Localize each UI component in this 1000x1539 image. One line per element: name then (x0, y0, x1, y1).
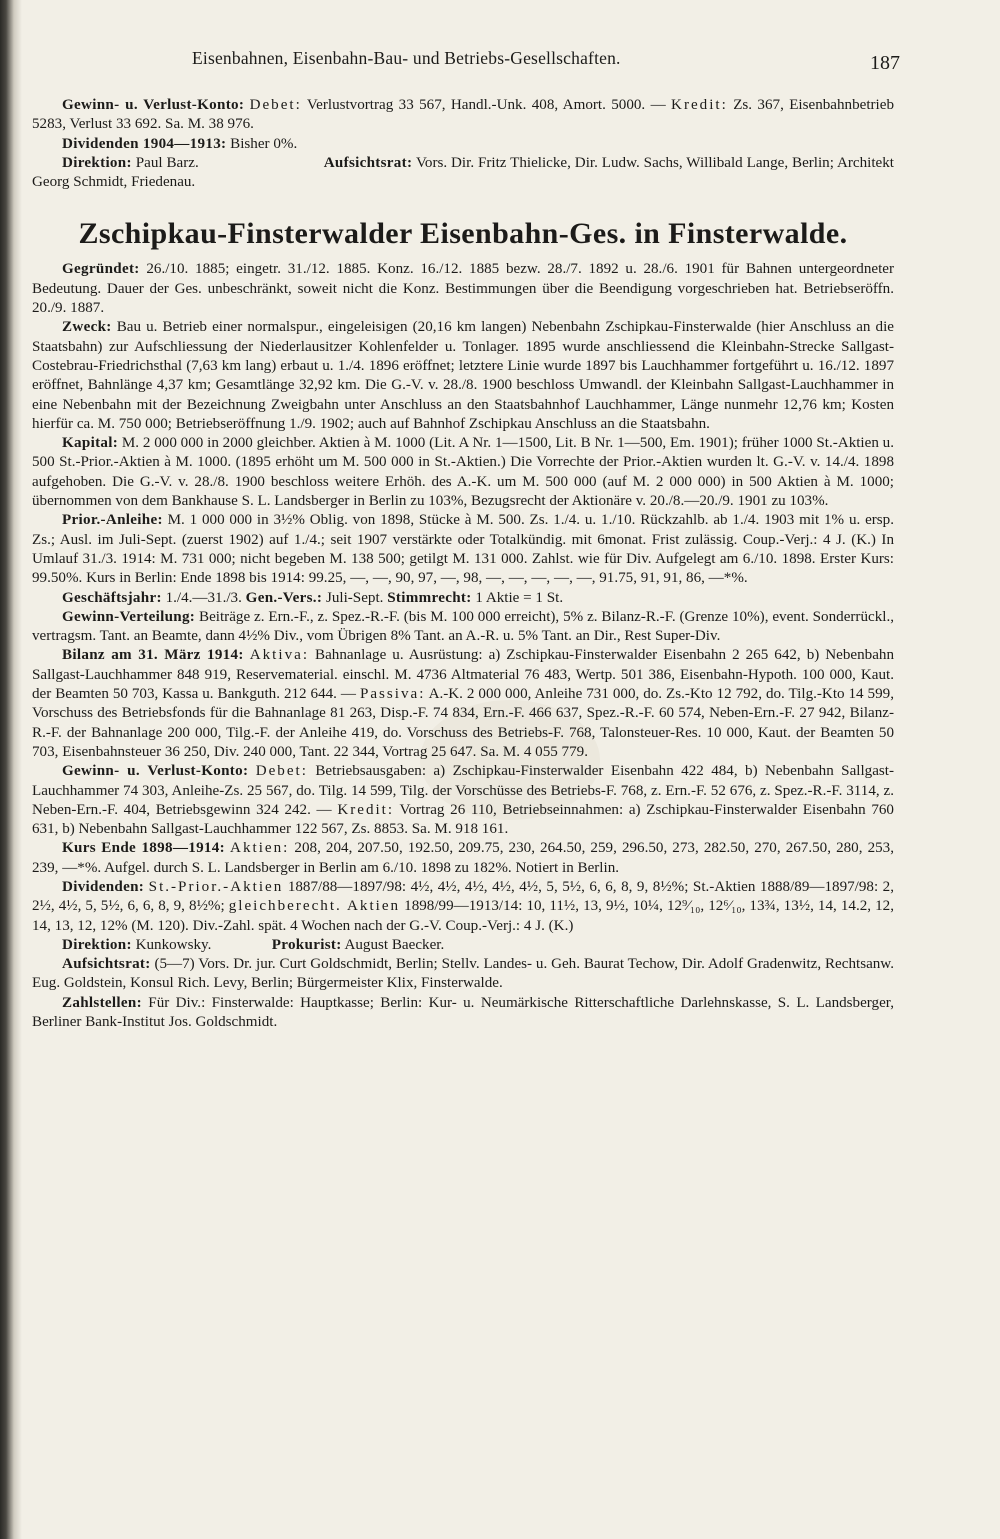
prokurist-text: August Baecker. (344, 936, 445, 953)
zahlstellen-label: Zahlstellen: (62, 994, 142, 1011)
prev-dividenden-paragraph (32, 135, 894, 154)
prev-kredit-label: Kredit: (671, 97, 728, 113)
stimmrecht-text: 1 Aktie = 1 St. (475, 589, 564, 606)
prev-dividenden-text: Bisher 0%. (230, 135, 298, 152)
gen-vers-text: Juli-Sept. (325, 589, 384, 606)
zahlstellen-text: Für Div.: Finsterwalde: Hauptkasse; Berlin: Kur- u. Neumärkische Ritterschaftliche Darlehnskasse, S. L. Landsberger, Berliner Bank-Institut Jos. Goldschmidt. (32, 994, 895, 1031)
aufsichtsrat-text: (5—7) Vors. Dr. jur. Curt Goldschmidt, Berlin; Stellv. Landes- u. Geh. Baurat Techow, Dir. Adolf Gradenwitz, Rechtsanw. Eug. Goldstein, Konsul Rich. Levy, Berlin; Bürgermeister Klix, Finsterwalde. (32, 956, 895, 992)
direktion-label: Direktion: (62, 936, 132, 953)
prev-direktion-paragraph (32, 154, 894, 193)
zweck-label: Zweck: (62, 319, 112, 336)
gewinn-verteilung-label: Gewinn-Verteilung: (62, 608, 196, 625)
aktiva-text: Bahnanlage u. Ausrüstung: a) Zschipkau-Finsterwalder Eisenbahn 2 265 642, b) Nebenbahn Sallgast-Lauchhammer 848 919, Reservematerial. einschl. M. 4736 Altmaterial 76 483, Wertp. 501 386, Eisenbahn-Hypoth. 100 000, Kaut. der Beamten 50 703, Kassa u. Bankguth. 212 644. — (32, 647, 894, 703)
kapital-text: M. 2 000 000 in 2000 gleichber. Aktien à M. 1000 (Lit. A Nr. 1—1500, Lit. B Nr. 1—500, Em. 1901); früher 1000 St.-Aktien u. 500 St.-Prior.-Aktien à M. 1000. (1895 erhöht um M. 500 000 in St.-Aktien.) Die Vorrechte der Prior.-Aktien wurden lt. G.-V. v. 14./4. 1898 aufgehoben. Die G.-V. v. 28./8. 1900 beschloss weitere Erhöh. des A.-K. um M. 500 000 (auf M. 2 000 000) in 500 Aktien à M. 1000; übernommen von dem Bankhause S. L. Landsberger in Berlin zu 103%, Bezugsrecht der Aktionäre v. 20./8.—20./9. 1901 zu 103%. (32, 435, 894, 510)
zweck-text: Bau u. Betrieb einer normalspur., eingeleisigen (20,16 km langen) Nebenbahn Zschipkau-Finsterwalde (hier Anschluss an die Staatsbahn) zur Aufschliessung der Niederlausitzer Kohlenfelder u. Tonlager. 1895 wurde anschliessend die Kleinbahn-Strecke Sallgast-Costebrau-Friedrichsthal (7,63 km lang) erbaut u. 1./4. 1896 eröffnet; letztere Linie wurde 1897 bis Lauchhammer fortgeführt u. 16./12. 1897 eröffnet, Bahnlänge 4,37 km; Gesamtlänge 32,92 km. Die G.-V. v. 28./8. 1900 beschloss Umwandl. der Kleinbahn Sallgast-Lauchhammer in eine Nebenbahn mit der Bezeichnung Zweigbahn unter Anschluss an den Staatsbahnhof Lauchhammer, Länge nunmehr 12,76 km; Kosten hierfür ca. M. 750 000; Betriebseröffnung 1./9. 1902; auch auf Bahnhof Zschipkau Anschluss an die Staatsbahn. (32, 319, 894, 432)
debet-text: Betriebsausgaben: a) Zschipkau-Finsterwalder Eisenbahn 422 484, b) Nebenbahn Sallgast-Lauchhammer 74 303, Anleihe-Zs. 25 567, do. Tilg. 14 599, Tilg. der Vorschüsse des Betriebs-F. 768, z. Ern.-F. 52 676, z. Spez.-R.-F. 3114, z. Neben-Ern.-F. 404, Betriebsgewinn 324 242. — (32, 763, 894, 818)
prior-anleihe-text: M. 1 000 000 in 3½% Oblig. von 1898, Stücke à M. 500. Zs. 1./4. u. 1./10. Rückzahlb. ab 1./4. 1903 mit 1% u. ersp. Zs.; Ausl. im Juli-Sept. (zuerst 1902) auf 1./4.; seit 1907 verstärkte oder Totalkündig. mit 6monat. Frist zulässig. Coup.-Verj.: 4 J. (K.) In Umlauf 31./3. 1914: M. 731 000; nicht begeben M. 138 500; getilgt M. 131 000. Zahlst. wie für Div. Aufgelegt am 6./10. 1898. Erster Kurs: 99.50%. Kurs in Berlin: Ende 1898 bis 1914: 99.25, —, —, 90, 97, —, 98, —, —, —, —, —, 91.75, 91, 91, 86, —*%. (32, 512, 895, 587)
direktion-paragraph (32, 936, 894, 955)
prev-debet-text: Verlustvortrag 33 567, Handl.-Unk. 408, Amort. 5000. — (306, 97, 672, 113)
prev-gewinn-paragraph (32, 96, 894, 135)
gleichberecht-label: gleichberecht. Aktien (228, 898, 401, 915)
kapital-label: Kapital: (62, 435, 119, 452)
prev-aufsichtsrat-label: Aufsichtsrat: (323, 154, 413, 171)
section-title: Zschipkau-Finsterwalder Eisenbahn-Ges. in Finsterwalde. (78, 217, 848, 251)
dividenden-paragraph (32, 878, 894, 936)
prev-aufsichtsrat-text: Vors. Dir. Fritz Thielicke, Dir. Ludw. Sachs, Willibald Lange, Berlin; Architekt Georg Schmidt, Friedenau. (32, 154, 894, 191)
geschaeftsjahr-text: 1./4.—31./3. (165, 589, 242, 606)
page-binding-shadow (0, 0, 22, 1539)
prior-anleihe-paragraph (32, 511, 894, 588)
dividenden-text-2: 1898/99—1913/14: 10, 11½, 13, 9½, 10¼, 12⁹⁄₁₀, 12⁶⁄₁₀, 13¾, 13½, 14, 14.2, 12, 14, 13, 12, 12% (M. 120). Div.-Zahl. spät. 4 Wochen nach der G.-V. Coup.-Verj.: 4 J. (K.) (32, 898, 894, 934)
prev-dividenden-label: Dividenden 1904—1913: (62, 135, 227, 152)
zweck-paragraph (32, 318, 894, 434)
direktion-text: Kunkowsky. (135, 936, 212, 953)
gen-vers-label: Gen.-Vers.: (245, 589, 323, 606)
prev-gewinn-label: Gewinn- u. Verlust-Konto: (62, 97, 245, 113)
gewinn-verteilung-paragraph (32, 608, 894, 647)
aufsichtsrat-label: Aufsichtsrat: (62, 956, 151, 973)
dividenden-label: Dividenden: (62, 878, 145, 895)
geschaeftsjahr-label: Geschäftsjahr: (62, 589, 162, 606)
gewinn-verlust-paragraph (32, 762, 894, 839)
passiva-label: Passiva: (359, 686, 426, 703)
aufsichtsrat-paragraph (32, 955, 894, 994)
gewinn-verteilung-text: Beiträge z. Ern.-F., z. Spez.-R.-F. (bis M. 100 000 erreicht), 5% z. Bilanz-R.-F. (Grenze 10%), event. Sonderrückl., vertragsm. Tant. an Beamte, dann 4½% Div., vom Übrigen 8% Tant. an A.-R. u. 5% Tant. an Dir., Rest Super-Div. (32, 608, 894, 645)
passiva-text: A.-K. 2 000 000, Anleihe 731 000, do. Zs.-Kto 12 792, do. Tilg.-Kto 14 599, Vorschuss des Betriebsfonds für die Bahnanlage 81 263, Disp.-F. 74 834, Ern.-F. 466 637, Spez.-R.-F. 60 574, Neben-Ern.-F. 27 942, Bilanz-R.-F. der Bahnanlage 200 000, Tilg.-F. der Anleihe 419, do. Vorschuss des Betriebs-F. 768, Talonsteuer-Res. 10 000, Kaut. der Beamten 50 703, Eisenbahnsteuer 36 250, Div. 240 000, Tant. 22 344, Vortrag 25 647. Sa. M. 4 055 779. (32, 686, 894, 760)
bilanz-paragraph (32, 646, 894, 762)
zahlstellen-paragraph (32, 994, 894, 1033)
page-body (32, 96, 894, 1032)
gegruendet-label: Gegründet: (62, 261, 140, 278)
aktiva-label: Aktiva: (249, 647, 310, 664)
gegruendet-text: 26./10. 1885; eingetr. 31./12. 1885. Konz. 16./12. 1885 bezw. 28./7. 1892 u. 28./6. 1901 für Bahnen untergeordneter Bedeutung. Dauer der Ges. unbeschränkt, soweit nicht die Konz. Bestimmungen über die Beendigung vorgeschrieben hat. Betriebseröffn. 20./9. 1887. (32, 261, 894, 317)
prev-direktion-label: Direktion: (62, 154, 132, 171)
gewinn-verlust-label: Gewinn- u. Verlust-Konto: (62, 763, 249, 780)
kredit-text: Vortrag 26 110, Betriebseinnahmen: a) Zschipkau-Finsterwalder Eisenbahn 760 631, b) Nebenbahn Sallgast-Lauchhammer 122 567, Zs. 8853. Sa. M. 918 161. (32, 801, 894, 838)
geschaeftsjahr-paragraph (32, 589, 894, 608)
dividenden-text: 1887/88—1897/98: 4½, 4½, 4½, 4½, 4½, 5, 5½, 6, 6, 8, 9, 8½%; St.-Aktien 1888/89—1897/98: 2, 2½, 4½, 5, 5½, 6, 6, 8, 9, 8½%; (32, 878, 894, 915)
prior-anleihe-label: Prior.-Anleihe: (62, 512, 163, 529)
st-prior-label: St.-Prior.-Aktien (148, 878, 284, 895)
kurs-text: 208, 204, 207.50, 192.50, 209.75, 230, 264.50, 259, 296.50, 273, 282.50, 270, 267.50, 280, 253, 239, —*%. Aufgel. durch S. L. Landsberger in Berlin am 6./10. 1898 zu 182%. Notiert in Berlin. (32, 840, 894, 876)
bilanz-label: Bilanz am 31. März 1914: (62, 647, 244, 664)
gegruendet-paragraph (32, 260, 894, 318)
kurs-paragraph (32, 839, 894, 878)
kredit-label: Kredit: (337, 801, 395, 818)
kapital-paragraph (32, 434, 894, 511)
prev-kredit-text: Zs. 367, Eisenbahnbetrieb 5283, Verlust 33 692. Sa. M. 38 976. (32, 97, 894, 133)
running-head: Eisenbahnen, Eisenbahn-Bau- und Betriebs-Gesellschaften. (192, 48, 621, 68)
prokurist-label: Prokurist: (271, 936, 342, 953)
prev-direktion-text: Paul Barz. (135, 154, 199, 171)
kurs-label: Kurs Ende 1898—1914: (62, 840, 225, 857)
debet-label: Debet: (255, 763, 308, 780)
kurs-aktien-label: Aktien: (230, 840, 290, 857)
prev-debet-label: Debet: (249, 97, 302, 113)
page-number: 187 (870, 52, 900, 74)
stimmrecht-label: Stimmrecht: (387, 589, 472, 606)
